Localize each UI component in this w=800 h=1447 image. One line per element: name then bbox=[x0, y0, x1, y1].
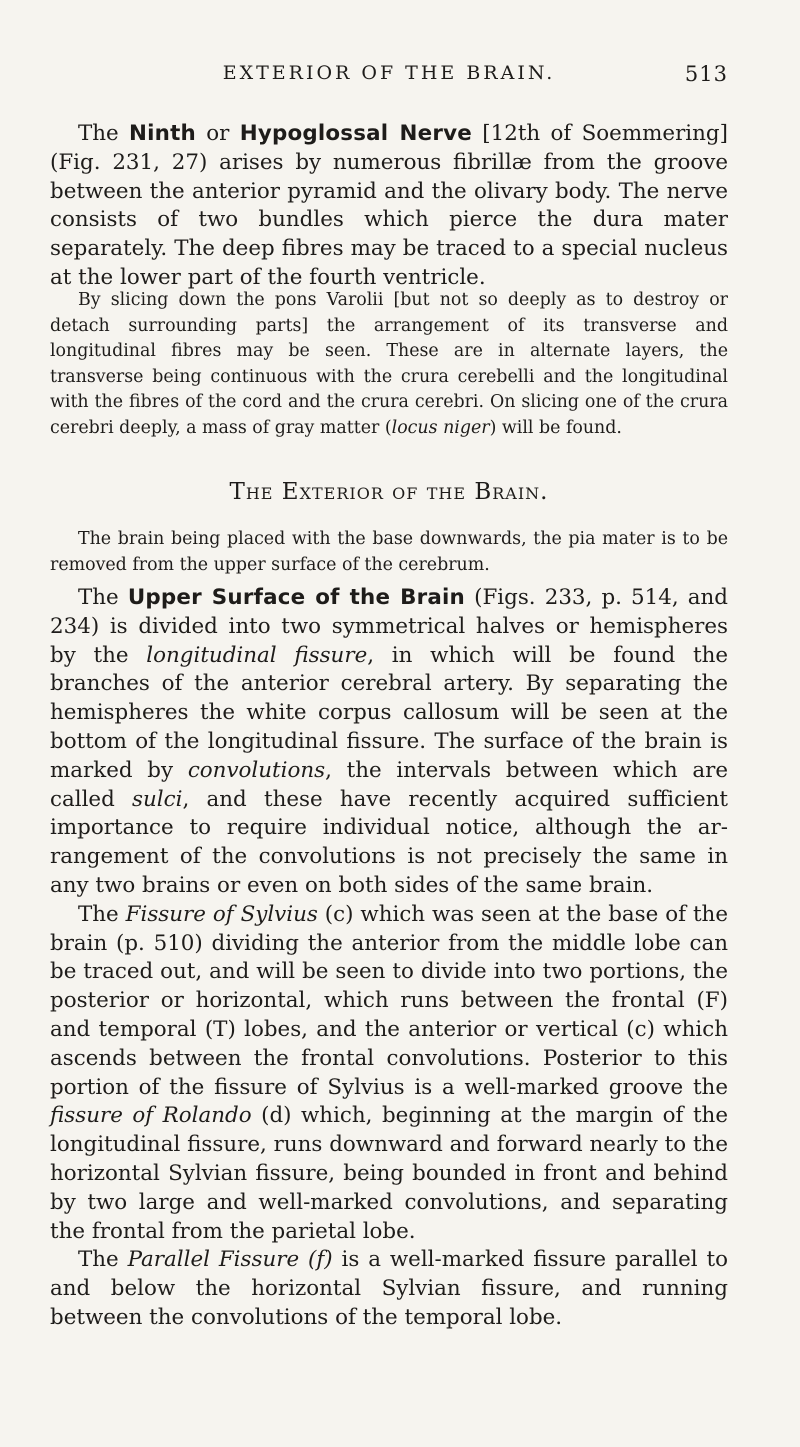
parallel-paragraph bbox=[50, 1246, 728, 1332]
upper-surface-t2: , in which will be found the branches of the anterior cerebral artery. By separating the hemispheres the white corpus callosum will be seen at the bottom of the longitudinal fissure. The surface of the brain is marked by bbox=[50, 642, 729, 783]
page-number: 513 bbox=[684, 62, 728, 86]
sylvius-t2: (d) which, beginning at the margin of the longitudinal fissure, runs downward and forward nearly to the horizontal Sylvian fissure, being bounded in front and behind by two large and well-marked convolutions, and separating the frontal from the parietal lobe. bbox=[50, 1103, 728, 1244]
pons-note-italic: locus niger bbox=[391, 417, 490, 438]
parallel-t1: is a well-marked fissure parallel to and below the horizontal Sylvian fissure, and running between the convolutions of the temporal lobe. bbox=[50, 1247, 728, 1330]
parallel-lead: The bbox=[78, 1247, 119, 1273]
running-head: EXTERIOR OF THE BRAIN. bbox=[222, 62, 556, 84]
pons-note-text-before: By slicing down the pons Varolii [but not so deeply as to destroy or detach surrounding parts] the arrangement of its transverse and longitudinal fibres may be seen. These are in alternate layers, the transverse being continuous with the crura cerebelli and the longitudinal with the fibres of the cord and the crura cerebri. On slicing one of the crura cerebri deeply, a mass of gray matter ( bbox=[50, 290, 728, 438]
sylvius-paragraph bbox=[50, 901, 728, 1247]
hypoglossal-paragraph bbox=[50, 120, 728, 293]
sylvius-i1: Fissure of Sylvius bbox=[125, 901, 318, 927]
upper-surface-lead: The bbox=[78, 585, 119, 610]
upper-surface-t1: (Figs. 233, p. 514, and 234) is divided into two symmetrical halves or hemispheres by the bbox=[50, 585, 728, 668]
upper-surface-t3: , the intervals between which are called bbox=[50, 757, 728, 812]
hypoglossal-term-ninth: Ninth bbox=[129, 121, 196, 146]
intro-paragraph bbox=[50, 527, 728, 578]
upper-surface-i2: convolutions bbox=[187, 757, 326, 783]
parallel-i1: Parallel Fissure (f) bbox=[127, 1247, 333, 1273]
hypoglossal-text: [12th of Soemmering] (Fig. 231, 27) arises by numerous fibrillæ from the groove between the anterior pyramid and the olivary body. The nerve consists of two bundles which pierce the dura mater separately. The deep fibres may be traced to a special nucleus at the lower part of the fourth ventricle. bbox=[50, 121, 728, 290]
upper-surface-i3: sulci bbox=[132, 786, 183, 812]
sylvius-t1: (c) which was seen at the base of the brain (p. 510) dividing the anterior from the middle lobe can be traced out, and will be seen to divide into two portions, the posterior or horizontal, which runs between the frontal (F) and temporal (T) lobes, and the anterior or vertical (c) which ascends between the frontal convolutions. Posterior to this portion of the fissure of Sylvius is a well-marked groove the bbox=[50, 901, 728, 1100]
hypoglossal-term-nerve: Hypoglossal Nerve bbox=[239, 121, 472, 146]
upper-surface-paragraph bbox=[50, 584, 728, 1333]
upper-surface-i1: longitudinal fissure bbox=[146, 642, 368, 668]
upper-surface-t4: , and these have recently acquired sufficient importance to require individual notice, although the arrangement of the convolutions is not precisely the same in any two brains or even on both sides of the same brain. bbox=[50, 786, 728, 898]
pons-note bbox=[50, 288, 728, 442]
sylvius-lead: The bbox=[78, 901, 119, 927]
hypoglossal-or: or bbox=[206, 121, 230, 146]
pons-note-text-after: ) will be found. bbox=[489, 417, 622, 438]
sylvius-i2: fissure of Rolando bbox=[50, 1103, 252, 1129]
section-heading: The Exterior of the Brain. bbox=[229, 479, 549, 505]
upper-surface-term: Upper Surface of the Brain bbox=[127, 585, 465, 610]
section-heading-block bbox=[50, 479, 728, 505]
hypoglossal-lead: The bbox=[78, 121, 119, 146]
intro-text: The brain being placed with the base downwards, the pia mater is to be removed from the upper surface of the cerebrum. bbox=[50, 529, 728, 575]
